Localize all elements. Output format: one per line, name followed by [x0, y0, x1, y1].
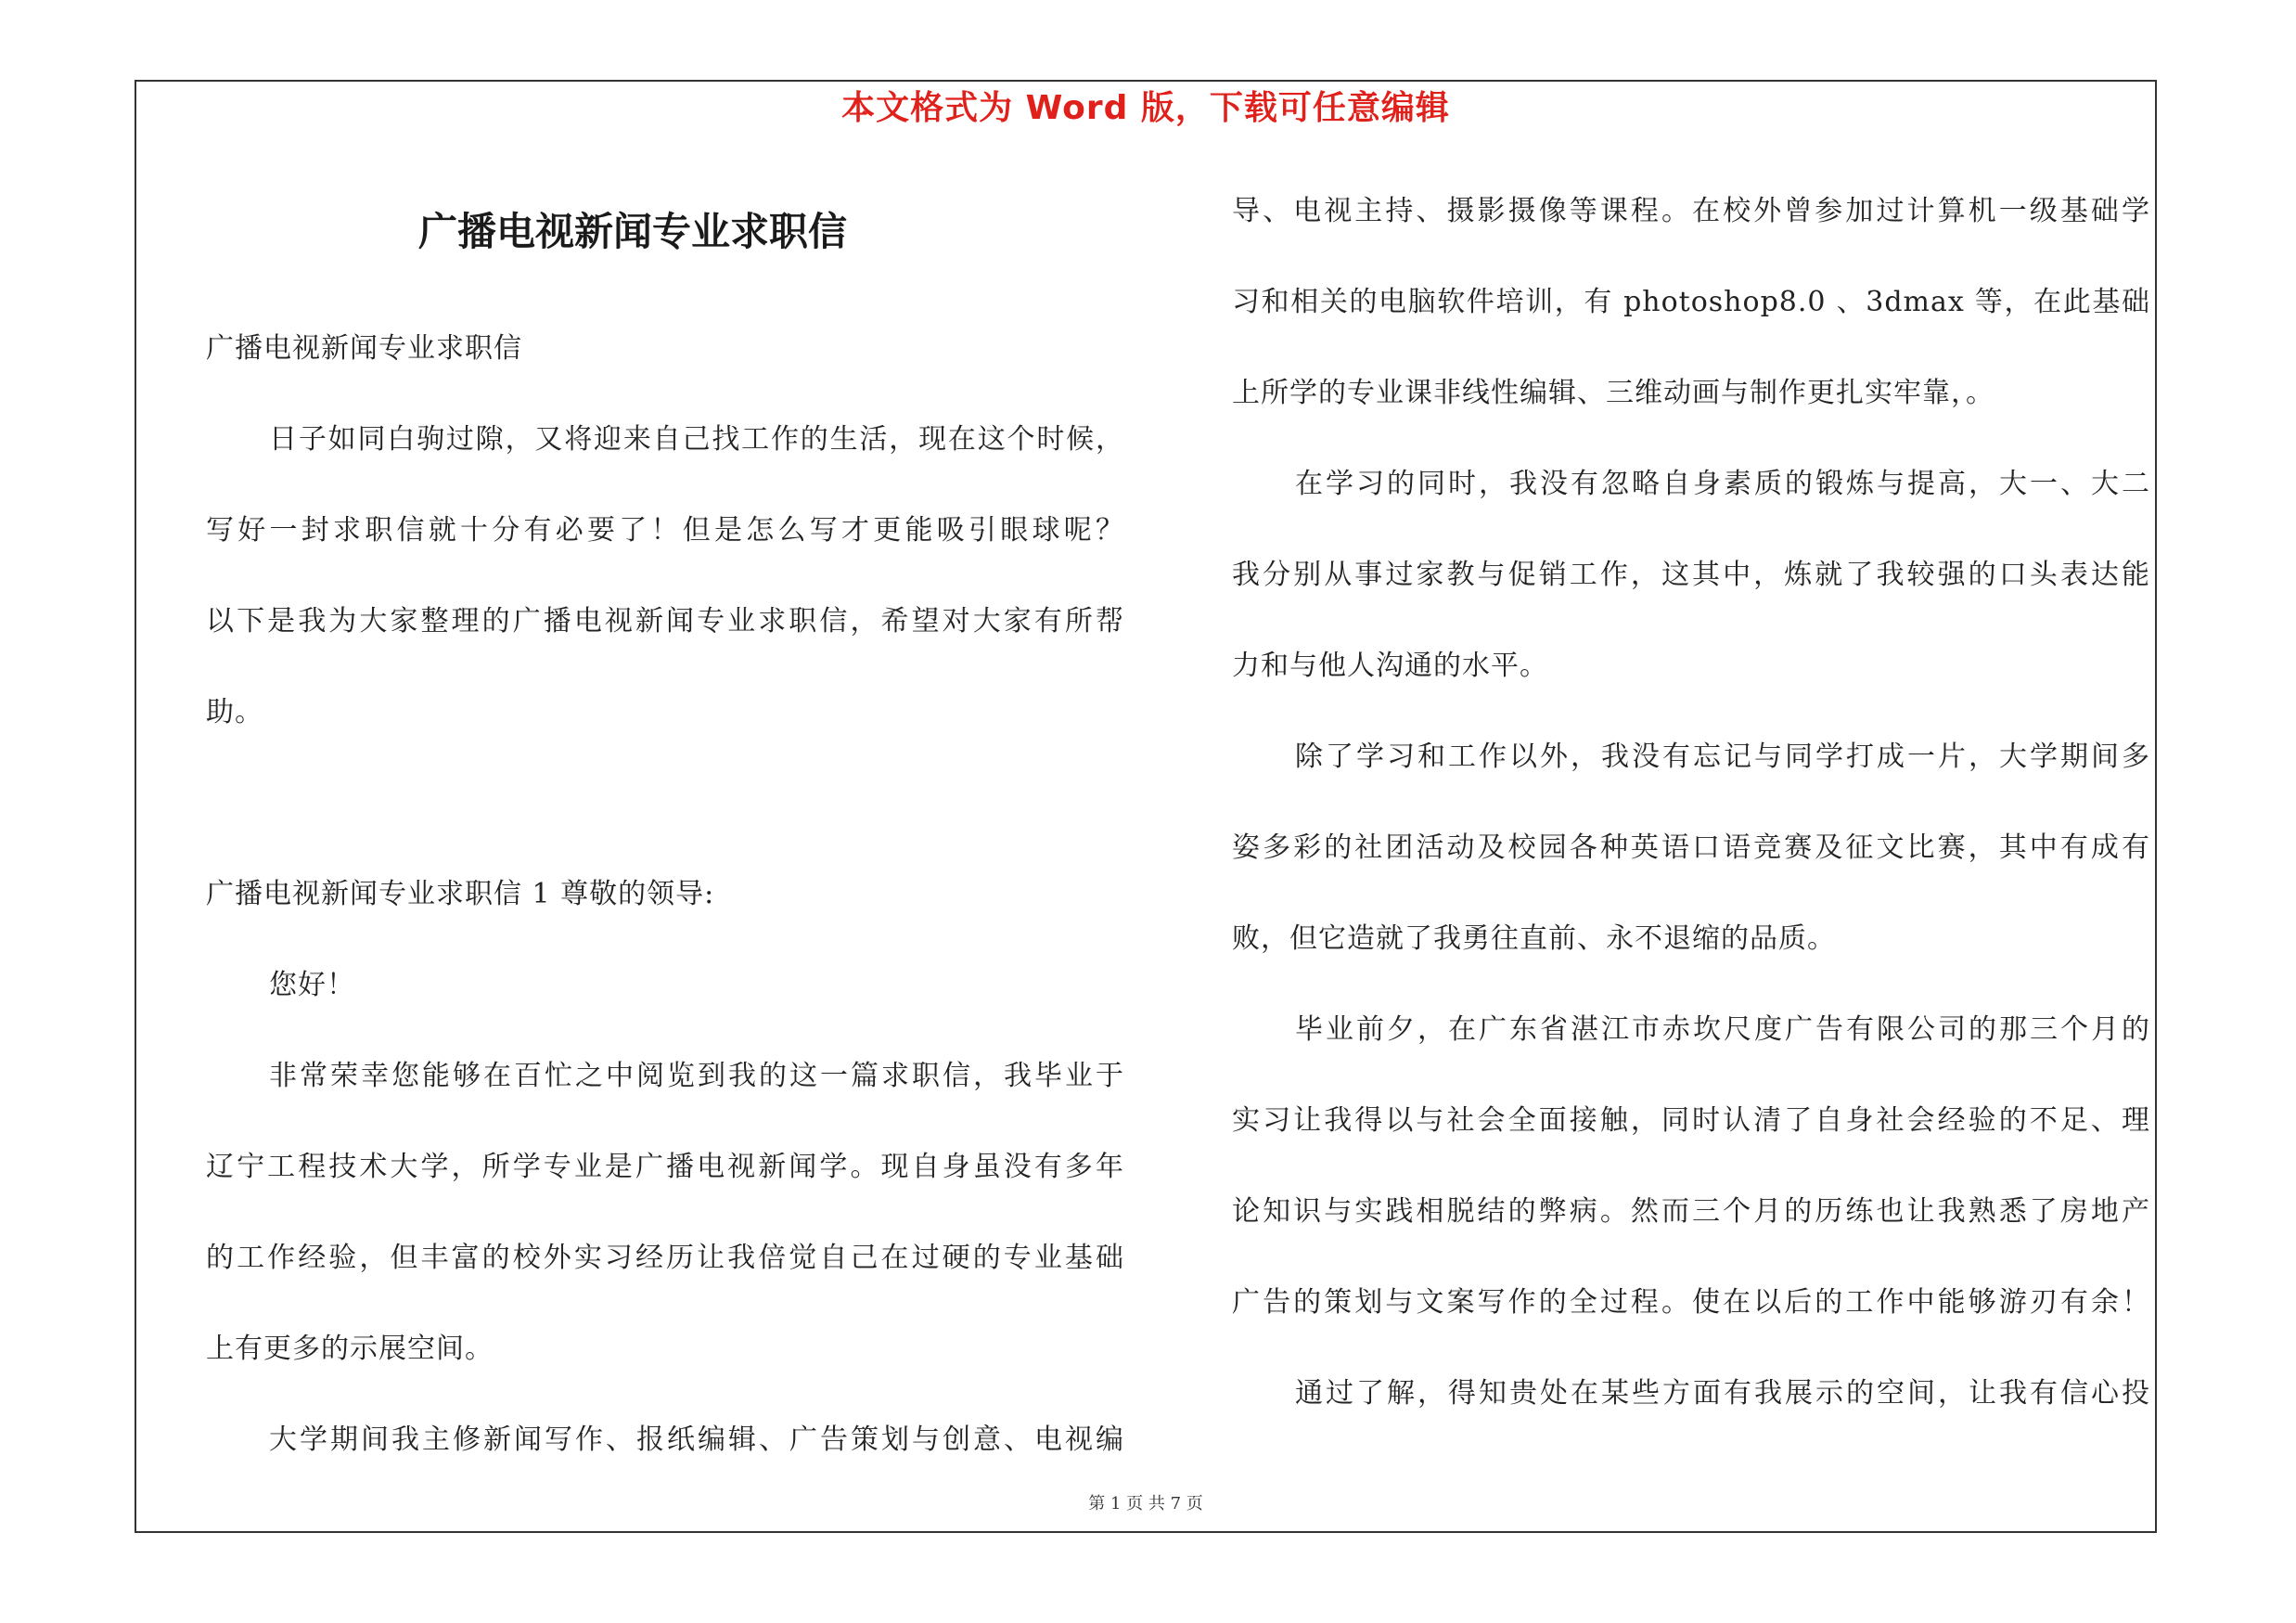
- text-line: 力和与他人沟通的水平。: [1232, 650, 1548, 682]
- text-line: 辽宁工程技术大学，所学专业是广播电视新闻学。现自身虽没有多年: [206, 1151, 1124, 1183]
- text-line: [206, 783, 1124, 824]
- text-line: 通过了解，得知贵处在某些方面有我展示的空间，让我有信心投: [1295, 1377, 2150, 1410]
- text-line: 上有更多的示展空间。: [206, 1333, 494, 1365]
- text-line: 除了学习和工作以外，我没有忘记与同学打成一片，大学期间多: [1295, 741, 2150, 773]
- text-line: 日子如同白驹过隙，又将迎来自己找工作的生活，现在这个时候，: [269, 423, 1124, 456]
- text-line: 助。: [206, 696, 263, 728]
- text-line: 大学期间我主修新闻写作、报纸编辑、广告策划与创意、电视编: [269, 1423, 1124, 1456]
- text-line: 姿多彩的社团活动及校园各种英语口语竞赛及征文比赛，其中有成有: [1232, 831, 2150, 864]
- text-line: 论知识与实践相脱结的弊病。然而三个月的历练也让我熟悉了房地产: [1232, 1195, 2150, 1228]
- text-line: 非常荣幸您能够在百忙之中阅览到我的这一篇求职信，我毕业于: [269, 1060, 1124, 1092]
- text-line: 广播电视新闻专业求职信 1 尊敬的领导:: [206, 878, 715, 910]
- text-line: 实习让我得以与社会全面接触，同时认清了自身社会经验的不足、理: [1232, 1104, 2150, 1137]
- text-line: 广告的策划与文案写作的全过程。使在以后的工作中能够游刃有余！: [1232, 1286, 2150, 1319]
- text-line: 习和相关的电脑软件培训，有 photoshop8.0 、3dmax 等，在此基础: [1232, 286, 2150, 318]
- text-line: 写好一封求职信就十分有必要了！但是怎么写才更能吸引眼球呢？: [206, 514, 1124, 547]
- text-line: 广播电视新闻专业求职信: [206, 332, 522, 365]
- text-line: 败，但它造就了我勇往直前、永不退缩的品质。: [1232, 922, 1836, 955]
- text-line: 以下是我为大家整理的广播电视新闻专业求职信，希望对大家有所帮: [206, 605, 1124, 638]
- text-line: 我分别从事过家教与促销工作，这其中，炼就了我较强的口头表达能: [1232, 559, 2150, 591]
- format-banner: 本文格式为 Word 版，下载可任意编辑: [841, 89, 1450, 127]
- text-line: 的工作经验，但丰富的校外实习经历让我倍觉自己在过硬的专业基础: [206, 1242, 1124, 1274]
- page-footer: 第 1 页 共 7 页: [1088, 1494, 1203, 1514]
- text-line: 导、电视主持、摄影摄像等课程。在校外曾参加过计算机一级基础学: [1232, 195, 2150, 227]
- text-line: 毕业前夕，在广东省湛江市赤坎尺度广告有限公司的那三个月的: [1295, 1013, 2150, 1046]
- text-line: 在学习的同时，我没有忽略自身素质的锻炼与提高，大一、大二: [1295, 468, 2150, 500]
- document-title: 广播电视新闻专业求职信: [417, 209, 847, 254]
- text-line: 您好！: [269, 969, 355, 1001]
- text-line: 上所学的专业课非线性编辑、三维动画与制作更扎实牢靠，。: [1232, 377, 1995, 409]
